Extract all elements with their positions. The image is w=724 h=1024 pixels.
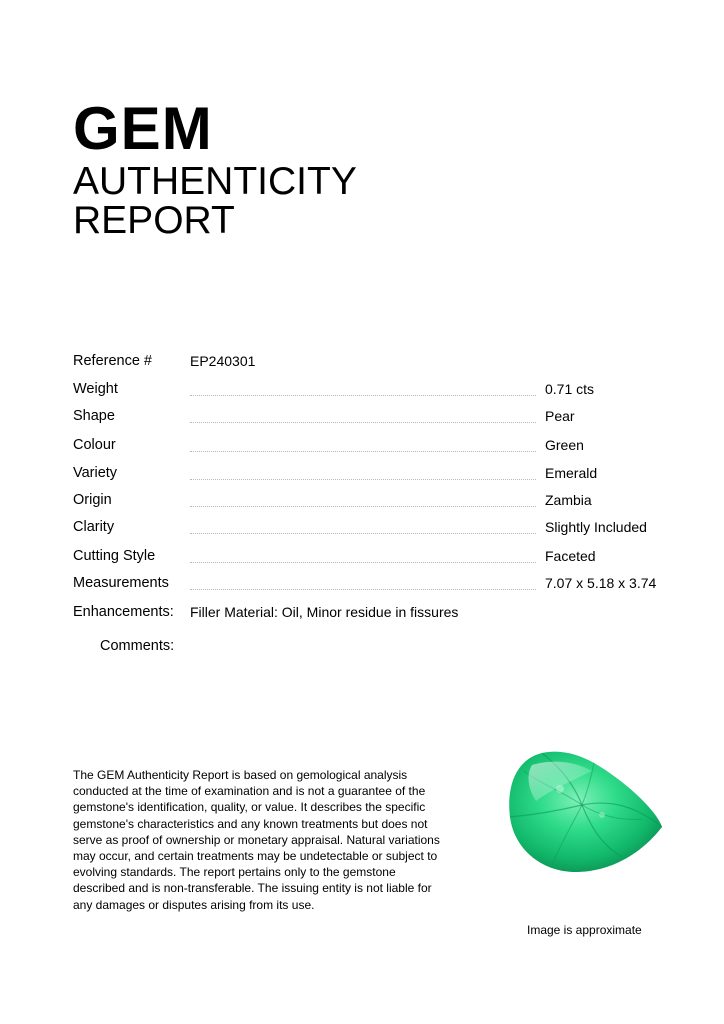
dotted-leader	[190, 589, 536, 590]
dotted-leader	[190, 451, 536, 452]
dotted-leader	[190, 562, 536, 563]
detail-label: Shape	[73, 408, 115, 424]
detail-label: Variety	[73, 465, 118, 481]
image-caption: Image is approximate	[527, 923, 642, 937]
detail-row-weight	[73, 381, 673, 403]
detail-label: Enhancements:	[73, 604, 174, 620]
detail-value: Filler Material: Oil, Minor residue in fissures	[190, 604, 459, 620]
detail-label: Reference #	[73, 353, 152, 369]
detail-row-shape	[73, 408, 673, 430]
report-subtitle-line2: REPORT	[73, 199, 235, 242]
comments-label: Comments:	[100, 638, 175, 654]
detail-value: Slightly Included	[545, 519, 647, 535]
dotted-leader	[190, 479, 536, 480]
detail-row-enhancements	[73, 604, 673, 626]
detail-row-variety	[73, 465, 673, 487]
detail-value: EP240301	[190, 353, 256, 369]
detail-value: 0.71 cts	[545, 381, 595, 397]
detail-label: Clarity	[73, 519, 115, 535]
detail-row-clarity	[73, 519, 673, 541]
report-title: GEM	[73, 95, 213, 162]
detail-label: Weight	[73, 381, 118, 397]
detail-row-origin	[73, 492, 673, 514]
disclaimer-text: The GEM Authenticity Report is based on gemological analysis conducted at the time of examination and is not a guarantee of the gemstone's identification, quality, or value. It describes the specific gemstone's characteristics and any known treatments but does not serve as proof of ownership or monetary appraisal. Natural variations may occur, and certain treatments may be undetectable or subject to evolving standards. The report pertains only to the gemstone described and is non-transferable. The issuing entity is not liable for any damages or disputes arising from its use.	[73, 768, 440, 912]
detail-label: Cutting Style	[73, 548, 156, 564]
detail-row-cutting-style	[73, 548, 673, 570]
detail-value: 7.07 x 5.18 x 3.74	[545, 575, 657, 591]
detail-value: Green	[545, 437, 584, 453]
report-subtitle-line1: AUTHENTICITY	[73, 160, 357, 203]
dotted-leader	[190, 422, 536, 423]
detail-row-reference	[73, 353, 673, 375]
detail-label: Measurements	[73, 575, 169, 591]
dotted-leader	[190, 506, 536, 507]
detail-row-measurements	[73, 575, 673, 597]
dotted-leader	[190, 533, 536, 534]
detail-label: Colour	[73, 437, 116, 453]
detail-value: Zambia	[545, 492, 592, 508]
detail-value: Emerald	[545, 465, 598, 481]
detail-label: Origin	[73, 492, 112, 508]
dotted-leader	[190, 395, 536, 396]
detail-value: Pear	[545, 408, 575, 424]
detail-value: Faceted	[545, 548, 596, 564]
detail-row-colour	[73, 437, 673, 459]
emerald-gem-image	[502, 745, 672, 880]
